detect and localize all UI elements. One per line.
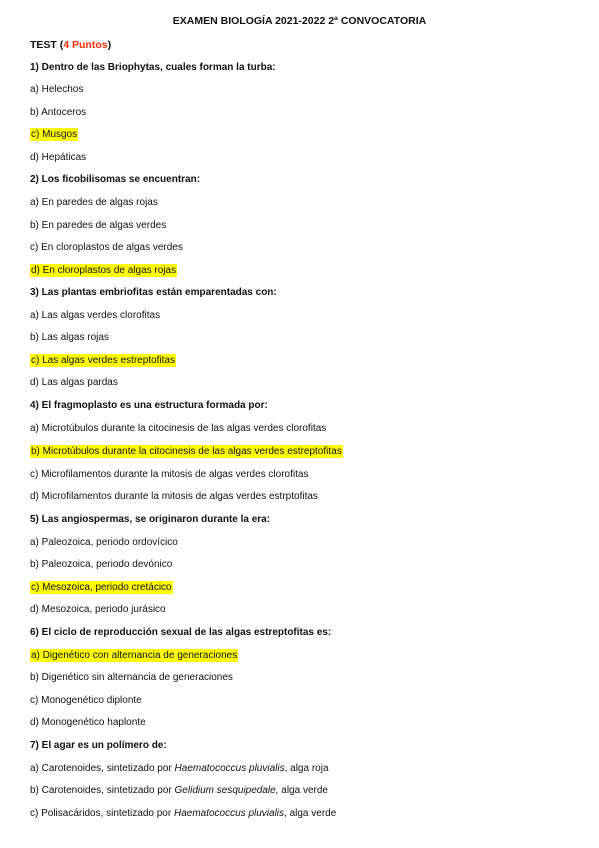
q7-option-c-species: Haematococcus pluvialis <box>173 808 285 819</box>
question-6: 6) El ciclo de reproducción sexual de las algas estreptofitas es: <box>30 627 332 638</box>
question-7: 7) El agar es un polímero de: <box>30 740 167 751</box>
q6-option-b: b) Digenético sin alternancia de generaciones <box>30 672 233 683</box>
question-5: 5) Las angiospermas, se originaron durante la era: <box>30 514 271 525</box>
q4-option-b-answer: b) Microtúbulos durante la citocinesis de las algas verdes estreptofitas <box>31 446 342 457</box>
q4-option-d: d) Microfilamentos durante la mitosis de algas verdes estrptofitas <box>30 491 318 502</box>
q1-option-c-answer: c) Musgos <box>31 129 78 140</box>
q1-option-b: b) Antoceros <box>30 107 87 118</box>
q6-option-c: c) Monogenético diplonte <box>30 695 142 706</box>
q5-option-b: b) Paleozoica, periodo devónico <box>30 559 173 570</box>
exam-title: EXAMEN BIOLOGÍA 2021-2022 2ª CONVOCATORIA <box>172 15 427 27</box>
q3-option-c-answer: c) Las algas verdes estreptofitas <box>31 355 175 366</box>
q7-option-a-species: Haematococcus pluvialis <box>174 763 285 774</box>
q1-option-a: a) Helechos <box>30 84 84 95</box>
q6-option-d: d) Monogenético haplonte <box>30 717 146 728</box>
question-3: 3) Las plantas embriofitas están emparentadas con: <box>30 287 277 298</box>
q5-option-c-answer: c) Mesozoica, periodo cretácico <box>31 582 172 593</box>
q5-option-a: a) Paleozoica, periodo ordovícico <box>30 537 178 548</box>
q4-option-a: a) Microtúbulos durante la citocinesis de las algas verdes clorofitas <box>30 423 327 434</box>
test-label-close: ) <box>107 39 112 51</box>
q1-option-d: d) Hepáticas <box>30 152 87 163</box>
q3-option-a: a) Las algas verdes clorofitas <box>30 310 161 321</box>
q2-option-c: c) En cloroplastos de algas verdes <box>30 242 183 253</box>
question-1: 1) Dentro de las Briophytas, cuales forman la turba: <box>30 62 276 73</box>
q7-option-a: a) Carotenoides, sintetizado por Haematococcus pluvialis, alga roja <box>30 763 329 774</box>
question-2: 2) Los ficobilisomas se encuentran: <box>30 174 201 185</box>
q2-option-d-answer: d) En cloroplastos de algas rojas <box>31 265 177 276</box>
q4-option-c: c) Microfilamentos durante la mitosis de algas verdes clorofitas <box>30 469 309 480</box>
q2-option-b: b) En paredes de algas verdes <box>30 220 167 231</box>
q5-option-d: d) Mesozoica, periodo jurásico <box>30 604 166 615</box>
q2-option-a: a) En paredes de algas rojas <box>30 197 158 208</box>
q7-option-c: c) Polisacáridos, sintetizado por Haematococcus pluvialis, alga verde <box>30 808 337 819</box>
test-points: 4 Puntos <box>63 39 108 51</box>
q6-option-a-answer: a) Digenético con alternancia de generaciones <box>31 650 238 661</box>
test-section-heading <box>30 39 111 51</box>
q7-option-b-species: Gelidium sesquipedale, <box>174 785 279 796</box>
question-4: 4) El fragmoplasto es una estructura formada por: <box>30 400 268 411</box>
q3-option-d: d) Las algas pardas <box>30 377 118 388</box>
q3-option-b: b) Las algas rojas <box>30 332 109 343</box>
test-label: TEST ( <box>30 39 64 51</box>
q7-option-b: b) Carotenoides, sintetizado por Gelidium sesquipedale, alga verde <box>30 785 328 796</box>
